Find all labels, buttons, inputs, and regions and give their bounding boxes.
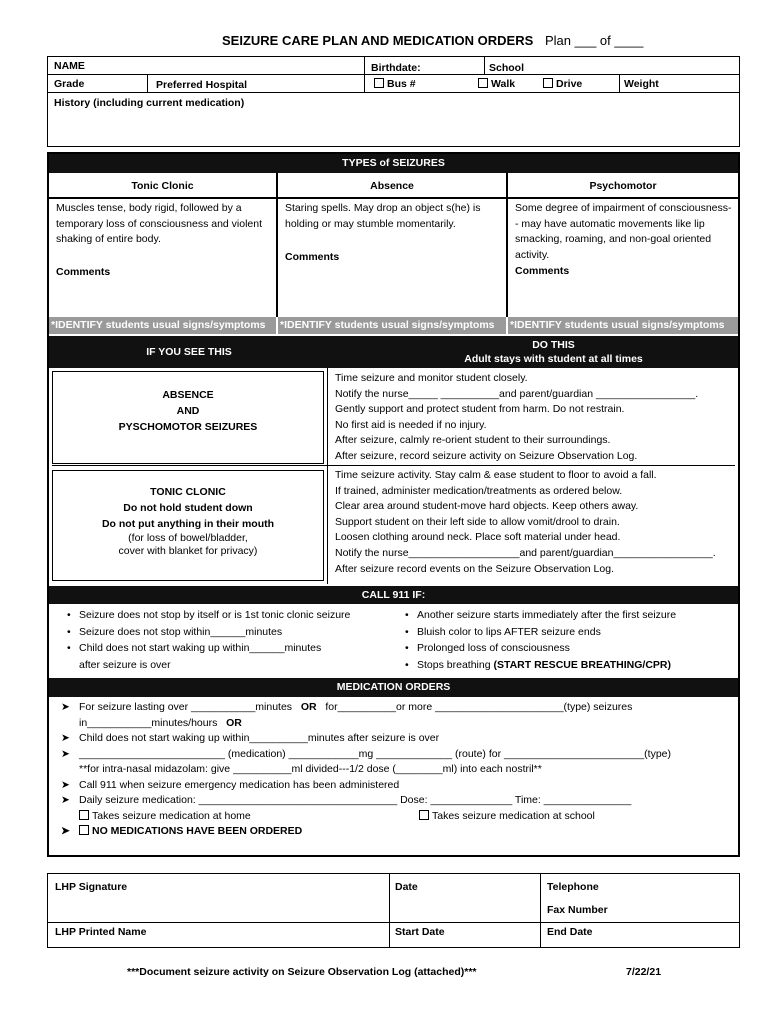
call-911-right: • Another seizure starts immediately after the first seizure • Bluish color to lips AFTER seizure ends • Prolonged loss of consciousness • Stops breathing (START RESCUE BREATHING/CPR)	[403, 607, 738, 673]
types-columns	[49, 173, 738, 317]
lhp-signature-field[interactable]: LHP Signature	[55, 881, 128, 893]
footer-note: ***Document seizure activity on Seizure Observation Log (attached)***	[127, 966, 477, 978]
walk-checkbox[interactable]	[478, 78, 488, 88]
preferred-hospital-field[interactable]: Preferred Hospital	[156, 79, 248, 91]
home-option[interactable]: Takes seizure medication at home	[79, 809, 251, 825]
bus-option[interactable]: Bus #	[374, 78, 416, 90]
start-date-field[interactable]: Start Date	[395, 926, 445, 938]
absence-heading: Absence	[370, 180, 414, 192]
types-heading: TYPES of SEIZURES	[49, 154, 738, 173]
psychomotor-description: Some degree of impairment of consciousness-- may have automatic movements like lip smacking, roaming, and non-goal oriented activity.	[515, 202, 732, 261]
psychomotor-comments[interactable]: Comments	[515, 265, 570, 277]
revision-date: 7/22/21	[626, 966, 662, 978]
page-title: SEIZURE CARE PLAN AND MEDICATION ORDERS	[222, 33, 534, 48]
weight-field[interactable]: Weight	[624, 78, 659, 90]
tonic-clonic-heading: Tonic Clonic	[131, 180, 194, 192]
adult-stays-note: Adult stays with student at all times	[464, 353, 643, 365]
call-911-left: • Seizure does not stop by itself or is 1st tonic clonic seizure • Seizure does not stop within______minutes • Child does not start waking up within______minutes after seizure is over	[65, 607, 395, 673]
call-911-heading: CALL 911 IF:	[49, 586, 738, 604]
tonic-actions: Time seizure activity. Stay calm & ease student to floor to avoid a fall. If trained, administer medication/treatments as ordered below. Clear area around student-move hard objects. Keep others away. Support student on their left side to allow vomit/drool to drain. Loosen clothing around neck. Place soft material under head. Notify the nurse___________________and parent/guardian_________________. After seizure record events on the Seizure Observation Log.	[335, 469, 716, 575]
plan-number: Plan ___ of ____	[545, 33, 644, 48]
absence-row	[49, 368, 738, 467]
medication-orders: ➤ For seizure lasting over ___________minutes OR for__________or more ______________________(type) seizures in___________minutes/hours OR ➤ Child does not start waking up within__________minutes after seizure is over ➤ _________________________ (medication) ____________mg _____________ (route) for ________________________(type) **for intra-nasal midazolam: give __________ml divided---1/2 dose (________ml) into each nostril** ➤ Call 911 when seizure emergency medication has been administered ➤ Daily seizure medication: __________________________________ Dose: ______________ Time: _______________ Takes seizure medication at home Takes seizure medication at school ➤ NO MEDICATIONS HAVE BEEN ORDERED	[61, 701, 672, 837]
name-field[interactable]: NAME	[54, 60, 85, 72]
end-date-field[interactable]: End Date	[547, 926, 593, 938]
school-option[interactable]: Takes seizure medication at school	[419, 809, 595, 825]
school-checkbox[interactable]	[419, 810, 429, 820]
identify-row	[49, 317, 738, 334]
student-info-box	[47, 56, 740, 147]
home-checkbox[interactable]	[79, 810, 89, 820]
no-meds-checkbox[interactable]	[79, 825, 89, 835]
identify-tonic-clonic: *IDENTIFY students usual signs/symptoms	[51, 319, 266, 331]
date-field[interactable]: Date	[395, 881, 418, 893]
tonic-clonic-comments[interactable]: Comments	[56, 266, 111, 278]
drive-checkbox[interactable]	[543, 78, 553, 88]
psychomotor-heading: Psychomotor	[589, 180, 657, 192]
history-field[interactable]: History (including current medication)	[54, 97, 245, 109]
grade-field[interactable]: Grade	[54, 78, 85, 90]
drive-option[interactable]: Drive	[543, 78, 582, 90]
fax-field[interactable]: Fax Number	[547, 904, 608, 916]
bus-checkbox[interactable]	[374, 78, 384, 88]
identify-absence: *IDENTIFY students usual signs/symptoms	[280, 319, 495, 331]
do-this-heading: DO THIS	[532, 339, 575, 351]
signature-table	[47, 873, 740, 948]
no-meds-option[interactable]: NO MEDICATIONS HAVE BEEN ORDERED	[79, 825, 302, 837]
tonic-clonic-description: Muscles tense, body rigid, followed by a temporary loss of consciousness and violent shaking of entire body.	[56, 202, 263, 246]
absence-actions: Time seizure and monitor student closely. Notify the nurse_____ __________and parent/guardian _________________. Gently support and protect student from harm. Do not restrain. No first aid is needed if no injury. After seizure, calmly re-orient student to their surroundings. After seizure, record seizure activity on Seizure Observation Log.	[335, 372, 699, 462]
absence-description: Staring spells. May drop an object s(he) is holding or may stumble momentarily.	[285, 202, 481, 230]
telephone-field[interactable]: Telephone	[547, 881, 599, 893]
if-you-see-heading: IF YOU SEE THIS	[146, 346, 232, 358]
see-do-header	[49, 336, 738, 368]
tonic-label: TONIC CLONIC Do not hold student down Do not put anything in their mouth (for loss of bowel/bladder, cover with blanket for privacy)	[101, 486, 275, 557]
birthdate-field[interactable]: Birthdate:	[371, 62, 421, 74]
absence-comments[interactable]: Comments	[285, 251, 340, 263]
walk-option[interactable]: Walk	[478, 78, 515, 90]
absence-label: ABSENCE AND PYSCHOMOTOR SEIZURES	[118, 389, 258, 433]
tonic-row	[49, 467, 738, 584]
medication-heading: MEDICATION ORDERS	[49, 678, 738, 697]
identify-psychomotor: *IDENTIFY students usual signs/symptoms	[510, 319, 725, 331]
lhp-printed-name-field[interactable]: LHP Printed Name	[55, 926, 147, 938]
school-field[interactable]: School	[489, 62, 525, 74]
